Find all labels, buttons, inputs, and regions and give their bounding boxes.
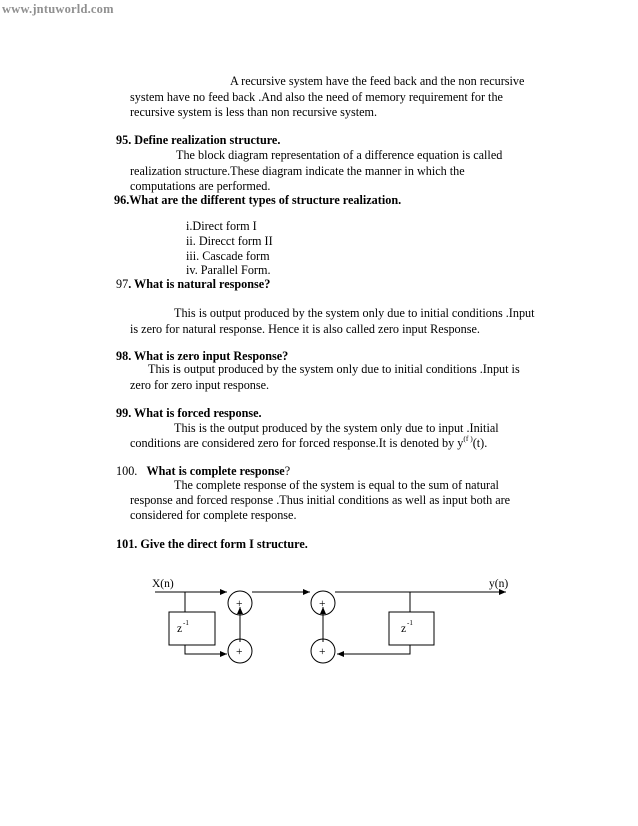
q95-line-2: realization structure.These diagram indicate the manner in which the (130, 164, 465, 178)
q98-line-2: zero for zero input response. (130, 378, 270, 392)
q96-item-3: iii. Cascade form (186, 249, 270, 263)
q96-heading: 96.What are the different types of structure realization. (114, 193, 402, 207)
q101-heading: 101. Give the direct form I structure. (116, 537, 308, 551)
adder-4-symbol: + (319, 646, 326, 658)
delay-box-right (389, 612, 434, 645)
delay-left-to-adder-3-line (185, 645, 227, 654)
q100-line-3: considered for complete response. (130, 508, 297, 522)
delay-right-base: z (401, 623, 407, 635)
q99-superscript: (f ) (463, 433, 473, 443)
adder-3-symbol: + (236, 646, 243, 658)
q99-line-2-text: conditions are considered zero for forced response.It is denoted by y (130, 436, 464, 450)
q99-line-1: This is the output produced by the system only due to input .Initial (174, 421, 499, 435)
q98-line-1: This is output produced by the system only due to initial conditions .Input is (148, 362, 520, 376)
q100-number: 100. (116, 464, 138, 478)
q97-line-2: is zero for natural response. Hence it is also called zero input Response. (130, 322, 480, 336)
input-label: X(n) (152, 578, 174, 590)
watermark: www.jntuworld.com (2, 2, 114, 16)
q100-line-1: The complete response of the system is equal to the sum of natural (174, 478, 499, 492)
q100-title: What is complete response (146, 464, 285, 478)
q99-heading: 99. What is forced response. (116, 406, 262, 420)
q96-item-4: iv. Parallel Form. (186, 263, 271, 277)
intro-line-3: recursive system is less than non recursive system. (130, 105, 378, 119)
delay-box-left (169, 612, 215, 645)
q97-line-1: This is output produced by the system only due to initial conditions .Input (174, 306, 535, 320)
q95-line-3: computations are performed. (130, 179, 271, 193)
delay-left-base: z (177, 623, 183, 635)
q95-line-1: The block diagram representation of a difference equation is called (176, 148, 503, 162)
q99-line-2-end: (t). (472, 436, 488, 450)
q97-number: 97 (116, 277, 129, 291)
q100-line-2: response and forced response .Thus initial conditions as well as input both are (130, 493, 511, 507)
delay-right-to-adder-4-line (337, 645, 410, 654)
q96-item-1: i.Direct form I (186, 219, 257, 233)
q98-heading: 98. What is zero input Response? (116, 349, 289, 363)
q95-heading: 95. Define realization structure. (116, 133, 281, 147)
adder-1-symbol: + (236, 598, 243, 610)
intro-line-2: system have no feed back .And also the need of memory requirement for the (130, 90, 503, 104)
q96-item-2: ii. Direcct form II (186, 234, 273, 248)
intro-line-1: A recursive system have the feed back and the non recursive (230, 74, 525, 88)
adder-2-symbol: + (319, 598, 326, 610)
delay-left-exp: -1 (183, 619, 189, 627)
q97-title: . What is natural response? (128, 277, 271, 291)
q100-qmark: ? (284, 464, 291, 478)
delay-right-exp: -1 (407, 619, 413, 627)
output-label: y(n) (489, 578, 509, 590)
